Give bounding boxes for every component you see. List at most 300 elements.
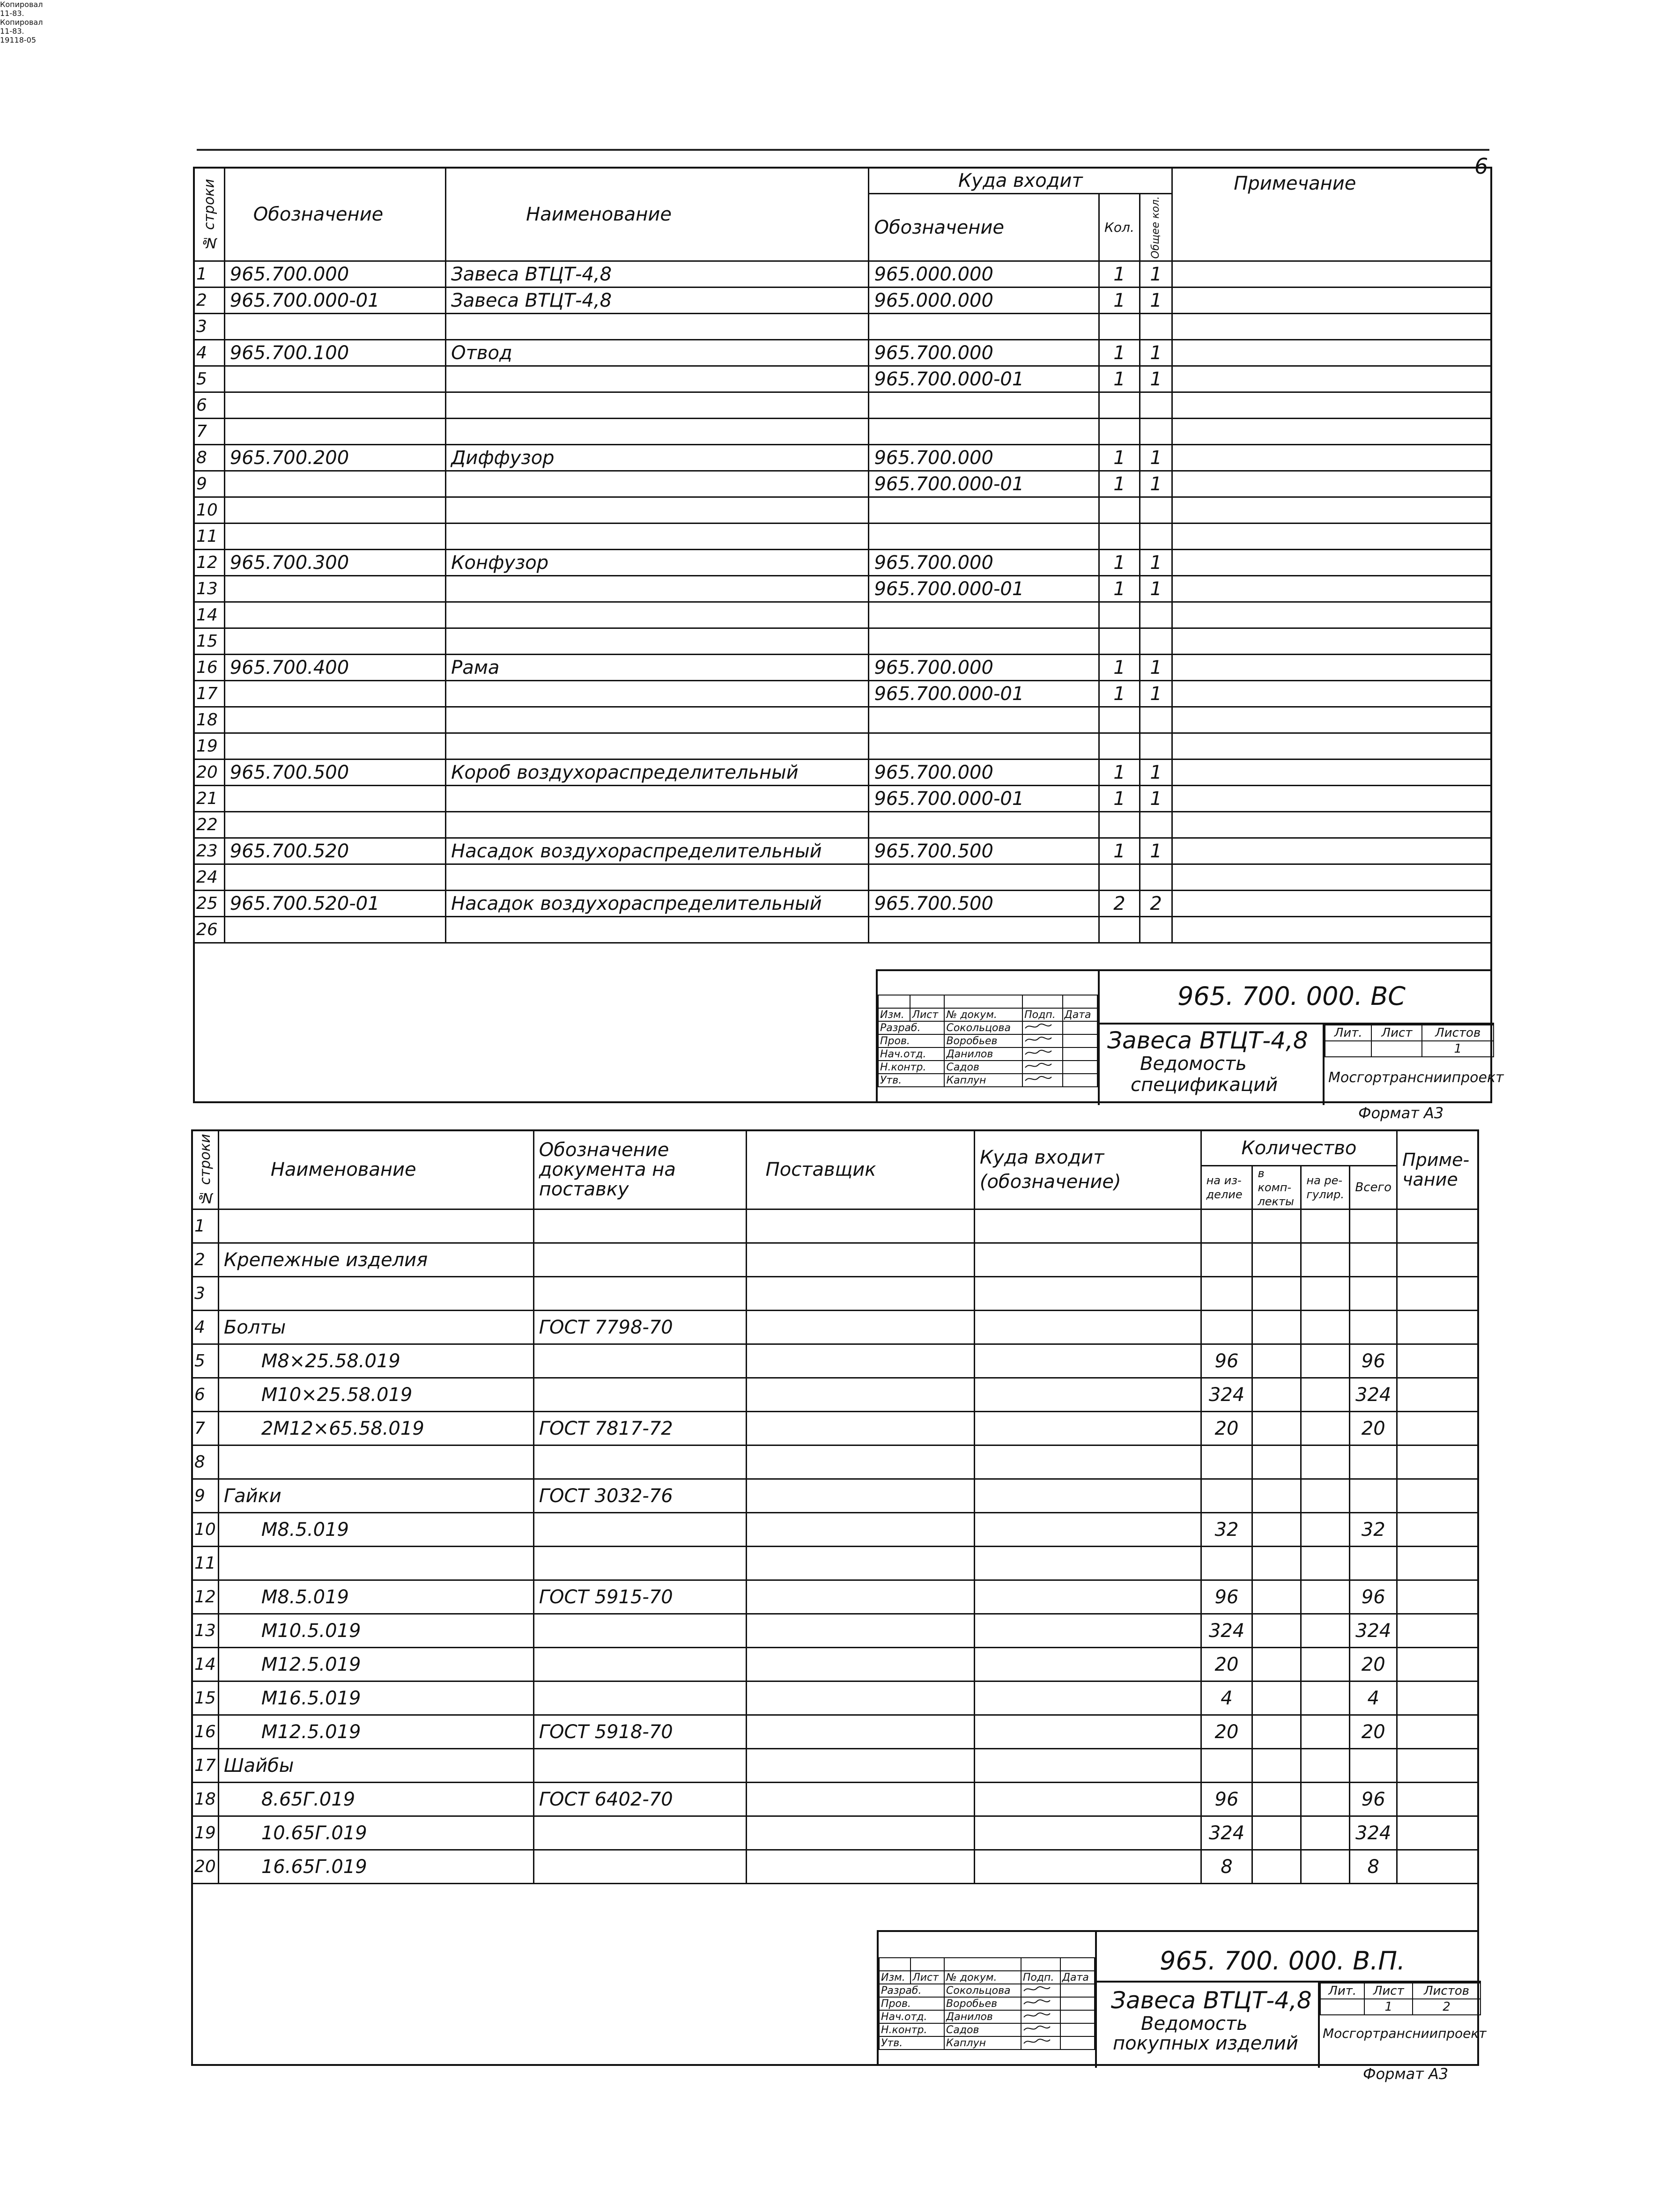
total-cell: 96 <box>1350 1344 1397 1378</box>
note-cell <box>1172 366 1492 392</box>
signature-role: Н.контр. <box>879 2023 944 2036</box>
qty-cell: 1 <box>1099 655 1140 681</box>
name-cell: Крепежные изделия <box>218 1243 533 1277</box>
total-cell: 324 <box>1350 1614 1397 1648</box>
table-row <box>194 471 1492 497</box>
supplier-cell <box>746 1614 974 1648</box>
where-used-cell <box>869 392 1099 419</box>
table-row <box>192 1378 1479 1412</box>
total-qty-cell <box>1140 917 1172 943</box>
total-cell: 4 <box>1350 1681 1397 1715</box>
row-number: 18 <box>192 1783 219 1816</box>
qty-cell: 1 <box>1099 759 1140 786</box>
col-per-item: на из- делие <box>1201 1166 1252 1209</box>
total-cell <box>1350 1243 1397 1277</box>
signature-person: Воробьев <box>944 1997 1021 2010</box>
name-cell: Отвод <box>446 340 869 366</box>
signature-col-header: Подп. <box>1022 1008 1062 1021</box>
regulation-cell <box>1301 1580 1350 1614</box>
note-cell <box>1172 838 1492 864</box>
supplier-cell <box>746 1243 974 1277</box>
table-row <box>192 1783 1479 1816</box>
table-row <box>192 1547 1479 1580</box>
name-cell <box>446 497 869 524</box>
note-cell <box>1397 1513 1479 1547</box>
doc-cell <box>533 1513 746 1547</box>
total-cell <box>1350 1479 1397 1513</box>
per-item-cell <box>1201 1749 1252 1783</box>
total-qty-cell <box>1140 419 1172 445</box>
note-cell <box>1397 1850 1479 1884</box>
note-cell <box>1397 1816 1479 1850</box>
note-cell <box>1172 497 1492 524</box>
signature-role: Пров. <box>879 1997 944 2010</box>
col-total-qty: Общее кол. <box>1140 194 1172 261</box>
name-cell: Конфузор <box>446 550 869 576</box>
note-cell <box>1172 759 1492 786</box>
where-used-cell: 965.700.500 <box>869 838 1099 864</box>
qty-cell: 1 <box>1099 340 1140 366</box>
qty-cell <box>1099 733 1140 759</box>
row-number: 1 <box>192 1209 219 1243</box>
where-used-cell: 965.700.000 <box>869 445 1099 471</box>
total-cell <box>1350 1749 1397 1783</box>
signature-role: Нач.отд. <box>878 1047 944 1061</box>
per-item-cell <box>1201 1479 1252 1513</box>
doc-cell <box>533 1816 746 1850</box>
total-cell <box>1350 1209 1397 1243</box>
designation-cell: 965.700.000 <box>224 261 445 288</box>
signature-person: Данилов <box>944 1047 1022 1061</box>
note-cell <box>1397 1580 1479 1614</box>
total-qty-cell <box>1140 812 1172 838</box>
total-qty-cell: 1 <box>1140 340 1172 366</box>
designation-cell <box>224 786 445 812</box>
per-item-cell: 96 <box>1201 1783 1252 1816</box>
table-row <box>192 1580 1479 1614</box>
designation-cell <box>224 602 445 628</box>
lit-label: Лит. <box>1320 1983 1364 1999</box>
note-cell <box>1397 1547 1479 1580</box>
supplier-cell <box>746 1412 974 1445</box>
table-row <box>194 602 1492 628</box>
page-number: 6 <box>1474 154 1488 179</box>
col-where-designation: Обозначение <box>869 194 1099 261</box>
signature-mark <box>1021 1984 1060 1997</box>
designation-cell <box>224 812 445 838</box>
signature-mark <box>1022 1061 1062 1074</box>
row-number: 20 <box>192 1850 219 1884</box>
supplier-cell <box>746 1277 974 1311</box>
where-used-cell <box>869 917 1099 943</box>
regulation-cell <box>1301 1412 1350 1445</box>
where-used-cell <box>974 1749 1201 1783</box>
sheets-value: 1 <box>1422 1041 1494 1057</box>
name-cell: Рама <box>446 655 869 681</box>
name-cell <box>446 576 869 602</box>
designation-cell <box>224 524 445 550</box>
where-used-cell: 965.700.000-01 <box>869 366 1099 392</box>
name-cell <box>446 917 869 943</box>
note-cell <box>1397 1614 1479 1648</box>
total-qty-cell <box>1140 314 1172 340</box>
doc-cell <box>533 1209 746 1243</box>
table-row <box>192 1412 1479 1445</box>
row-number: 9 <box>192 1479 219 1513</box>
qty-cell <box>1099 812 1140 838</box>
row-number: 21 <box>194 786 225 812</box>
note-cell <box>1172 550 1492 576</box>
signature-role: Н.контр. <box>878 1061 944 1074</box>
total-cell <box>1350 1311 1397 1344</box>
per-item-cell: 96 <box>1201 1344 1252 1378</box>
signature-col-header: Дата <box>1060 1971 1095 1984</box>
total-cell: 8 <box>1350 1850 1397 1884</box>
table-row <box>192 1749 1479 1783</box>
total-qty-cell: 1 <box>1140 838 1172 864</box>
where-used-cell <box>869 419 1099 445</box>
note-cell <box>1172 340 1492 366</box>
note-cell <box>1172 891 1492 917</box>
table-row <box>194 288 1492 314</box>
per-item-cell: 8 <box>1201 1850 1252 1884</box>
where-used-cell <box>869 864 1099 891</box>
total-cell <box>1350 1547 1397 1580</box>
doc-cell <box>533 1614 746 1648</box>
name-cell: Насадок воздухораспределительный <box>446 838 869 864</box>
total-qty-cell: 1 <box>1140 576 1172 602</box>
name-cell: Насадок воздухораспределительный <box>446 891 869 917</box>
note-cell <box>1397 1783 1479 1816</box>
name-cell <box>446 419 869 445</box>
where-used-cell <box>974 1816 1201 1850</box>
designation-cell <box>224 497 445 524</box>
title-block-2 <box>877 1930 1487 2066</box>
designation-cell <box>224 681 445 707</box>
note-cell <box>1397 1277 1479 1311</box>
designation-cell <box>224 366 445 392</box>
signature-date <box>1063 1034 1097 1047</box>
total-cell: 20 <box>1350 1648 1397 1681</box>
signature-mark <box>1022 1034 1062 1047</box>
name-cell <box>218 1209 533 1243</box>
document-code: 965. 700. 000. ВС <box>1177 981 1406 1011</box>
row-number: 7 <box>192 1412 219 1445</box>
doc-cell: ГОСТ 7817-72 <box>533 1412 746 1445</box>
signature-col-header: Лист <box>910 1971 944 1984</box>
name-cell <box>446 524 869 550</box>
total-qty-cell <box>1140 497 1172 524</box>
designation-cell <box>224 576 445 602</box>
purchased-items-table <box>191 1129 1479 1884</box>
note-cell <box>1172 602 1492 628</box>
table-row <box>194 707 1492 733</box>
qty-cell <box>1099 392 1140 419</box>
col-regulation: на ре- гулир. <box>1301 1166 1350 1209</box>
kits-cell <box>1252 1513 1301 1547</box>
where-used-cell <box>869 602 1099 628</box>
note-cell <box>1397 1243 1479 1277</box>
kits-cell <box>1252 1816 1301 1850</box>
inventory-number: 19118-05 <box>0 36 37 44</box>
total-cell: 324 <box>1350 1816 1397 1850</box>
supplier-cell <box>746 1783 974 1816</box>
where-used-cell: 965.700.500 <box>869 891 1099 917</box>
signature-role: Утв. <box>879 2036 944 2050</box>
where-used-cell <box>974 1479 1201 1513</box>
kits-cell <box>1252 1681 1301 1715</box>
note-cell <box>1397 1479 1479 1513</box>
row-number: 12 <box>192 1580 219 1614</box>
signature-mark <box>1022 1021 1062 1034</box>
qty-cell: 1 <box>1099 576 1140 602</box>
doc-cell <box>533 1681 746 1715</box>
document-subtitle-2: спецификаций <box>1131 1074 1278 1096</box>
signature-date <box>1060 1984 1095 1997</box>
designation-cell <box>224 707 445 733</box>
total-qty-cell <box>1140 628 1172 655</box>
qty-cell <box>1099 524 1140 550</box>
note-cell <box>1172 707 1492 733</box>
table-row <box>192 1648 1479 1681</box>
where-used-cell <box>869 497 1099 524</box>
where-used-cell <box>974 1648 1201 1681</box>
signature-role: Разраб. <box>878 1021 944 1034</box>
table-row <box>192 1681 1479 1715</box>
note-cell <box>1172 392 1492 419</box>
where-used-cell <box>974 1209 1201 1243</box>
doc-cell: ГОСТ 5918-70 <box>533 1715 746 1749</box>
total-cell: 20 <box>1350 1715 1397 1749</box>
name-cell: М10×25.58.019 <box>218 1378 533 1412</box>
name-cell: Диффузор <box>446 445 869 471</box>
signature-col-header: № докум. <box>944 1008 1022 1021</box>
where-used-cell <box>974 1580 1201 1614</box>
total-cell: 324 <box>1350 1378 1397 1412</box>
document-code: 965. 700. 000. В.П. <box>1160 1946 1406 1976</box>
table-row <box>192 1311 1479 1344</box>
signature-date <box>1063 1061 1097 1074</box>
table-row <box>192 1715 1479 1749</box>
note-cell <box>1172 681 1492 707</box>
lit-label: Лит. <box>1325 1025 1371 1041</box>
kits-cell <box>1252 1277 1301 1311</box>
signature-date <box>1060 2036 1095 2050</box>
sheet-label: Лист <box>1371 1025 1422 1041</box>
note-cell <box>1397 1344 1479 1378</box>
qty-cell <box>1099 497 1140 524</box>
regulation-cell <box>1301 1749 1350 1783</box>
table-row <box>194 550 1492 576</box>
name-cell: Болты <box>218 1311 533 1344</box>
note-cell <box>1397 1681 1479 1715</box>
row-number: 10 <box>192 1513 219 1547</box>
year-label: 11-83. <box>0 9 24 18</box>
signature-role: Нач.отд. <box>879 2010 944 2023</box>
where-used-cell <box>974 1681 1201 1715</box>
kits-cell <box>1252 1209 1301 1243</box>
document-title: Завеса ВТЦТ-4,8 <box>1111 1987 1312 2014</box>
name-cell: 8.65Г.019 <box>218 1783 533 1816</box>
where-used-cell: 965.700.000 <box>869 550 1099 576</box>
row-number: 13 <box>194 576 225 602</box>
signature-person: Каплун <box>944 1074 1022 1087</box>
row-number: 11 <box>194 524 225 550</box>
total-qty-cell: 1 <box>1140 550 1172 576</box>
total-qty-cell: 1 <box>1140 366 1172 392</box>
note-cell <box>1172 655 1492 681</box>
regulation-cell <box>1301 1681 1350 1715</box>
qty-cell <box>1099 602 1140 628</box>
signature-date <box>1060 2010 1095 2023</box>
qty-cell <box>1099 864 1140 891</box>
name-cell: Завеса ВТЦТ-4,8 <box>446 288 869 314</box>
sheets-label: Листов <box>1413 1983 1480 1999</box>
row-number: 18 <box>194 707 225 733</box>
doc-cell <box>533 1547 746 1580</box>
row-number: 25 <box>194 891 225 917</box>
supplier-cell <box>746 1209 974 1243</box>
where-used-cell <box>869 812 1099 838</box>
row-number: 4 <box>194 340 225 366</box>
col-doc: Обозначение документа на поставку <box>533 1130 746 1209</box>
note-cell <box>1172 786 1492 812</box>
designation-cell: 965.700.300 <box>224 550 445 576</box>
total-qty-cell <box>1140 864 1172 891</box>
note-cell <box>1172 419 1492 445</box>
row-number: 13 <box>192 1614 219 1648</box>
row-number: 24 <box>194 864 225 891</box>
qty-cell <box>1099 314 1140 340</box>
document-subtitle: Ведомость <box>1140 1053 1247 1075</box>
signature-date <box>1060 2023 1095 2036</box>
where-used-cell <box>974 1850 1201 1884</box>
row-number: 19 <box>194 733 225 759</box>
note-cell <box>1172 628 1492 655</box>
designation-cell <box>224 314 445 340</box>
signature-person: Каплун <box>944 2036 1021 2050</box>
note-cell <box>1397 1648 1479 1681</box>
table-row <box>192 1277 1479 1311</box>
kits-cell <box>1252 1378 1301 1412</box>
signature-col-header: Подп. <box>1021 1971 1060 1984</box>
per-item-cell <box>1201 1209 1252 1243</box>
per-item-cell: 20 <box>1201 1412 1252 1445</box>
total-qty-cell <box>1140 392 1172 419</box>
signature-role: Утв. <box>878 1074 944 1087</box>
col-supplier: Поставщик <box>746 1130 974 1209</box>
designation-cell: 965.700.400 <box>224 655 445 681</box>
kits-cell <box>1252 1749 1301 1783</box>
organization: Мосгортрансниипроект <box>1323 2026 1487 2041</box>
copied-label: Копировал <box>0 0 43 9</box>
table-row <box>192 1479 1479 1513</box>
signature-person: Воробьев <box>944 1034 1022 1047</box>
row-number: 12 <box>194 550 225 576</box>
note-cell <box>1172 864 1492 891</box>
note-cell <box>1397 1311 1479 1344</box>
kits-cell <box>1252 1547 1301 1580</box>
designation-cell <box>224 917 445 943</box>
note-cell <box>1172 288 1492 314</box>
title-block-1 <box>876 969 1504 1103</box>
row-number: 19 <box>192 1816 219 1850</box>
row-number: 17 <box>194 681 225 707</box>
per-item-cell <box>1201 1547 1252 1580</box>
table-row <box>192 1614 1479 1648</box>
kits-cell <box>1252 1580 1301 1614</box>
signature-person: Сокольцова <box>944 1021 1022 1034</box>
designation-cell: 965.700.200 <box>224 445 445 471</box>
where-used-cell: 965.000.000 <box>869 288 1099 314</box>
name-cell: 2М12×65.58.019 <box>218 1412 533 1445</box>
row-number: 8 <box>194 445 225 471</box>
regulation-cell <box>1301 1816 1350 1850</box>
signature-person: Садов <box>944 1061 1022 1074</box>
signature-col-header: Изм. <box>878 1008 910 1021</box>
qty-cell: 2 <box>1099 891 1140 917</box>
where-used-cell: 965.700.000 <box>869 759 1099 786</box>
signature-mark <box>1021 2036 1060 2050</box>
where-used-cell <box>869 524 1099 550</box>
where-used-cell <box>974 1378 1201 1412</box>
table-row <box>192 1850 1479 1884</box>
name-cell <box>446 628 869 655</box>
regulation-cell <box>1301 1547 1350 1580</box>
note-cell <box>1172 576 1492 602</box>
table-row <box>194 655 1492 681</box>
table-row <box>192 1445 1479 1479</box>
table-row <box>194 497 1492 524</box>
document-title: Завеса ВТЦТ-4,8 <box>1107 1027 1308 1054</box>
doc-cell <box>533 1344 746 1378</box>
row-number: 14 <box>194 602 225 628</box>
row-number: 8 <box>192 1445 219 1479</box>
doc-cell <box>533 1648 746 1681</box>
col-name: Наименование <box>218 1130 533 1209</box>
col-note: Приме- чание <box>1397 1130 1479 1209</box>
note-cell <box>1397 1445 1479 1479</box>
qty-cell <box>1099 707 1140 733</box>
table-row <box>194 812 1492 838</box>
designation-cell <box>224 864 445 891</box>
regulation-cell <box>1301 1243 1350 1277</box>
col-name: Наименование <box>446 168 869 261</box>
signature-date <box>1063 1047 1097 1061</box>
doc-cell <box>533 1850 746 1884</box>
col-note: Примечание <box>1172 168 1492 261</box>
name-cell <box>218 1445 533 1479</box>
col-where-used: Куда входит (обозначение) <box>974 1130 1201 1209</box>
row-number: 6 <box>192 1378 219 1412</box>
table-row <box>194 864 1492 891</box>
kits-cell <box>1252 1479 1301 1513</box>
row-number: 11 <box>192 1547 219 1580</box>
per-item-cell: 32 <box>1201 1513 1252 1547</box>
regulation-cell <box>1301 1445 1350 1479</box>
col-row-number: № строки <box>194 168 225 261</box>
note-cell <box>1397 1412 1479 1445</box>
name-cell <box>446 314 869 340</box>
table-row <box>192 1209 1479 1243</box>
total-qty-cell: 1 <box>1140 471 1172 497</box>
table-row <box>194 524 1492 550</box>
qty-cell: 1 <box>1099 366 1140 392</box>
name-cell: М10.5.019 <box>218 1614 533 1648</box>
name-cell <box>446 681 869 707</box>
name-cell <box>218 1547 533 1580</box>
note-cell <box>1172 733 1492 759</box>
